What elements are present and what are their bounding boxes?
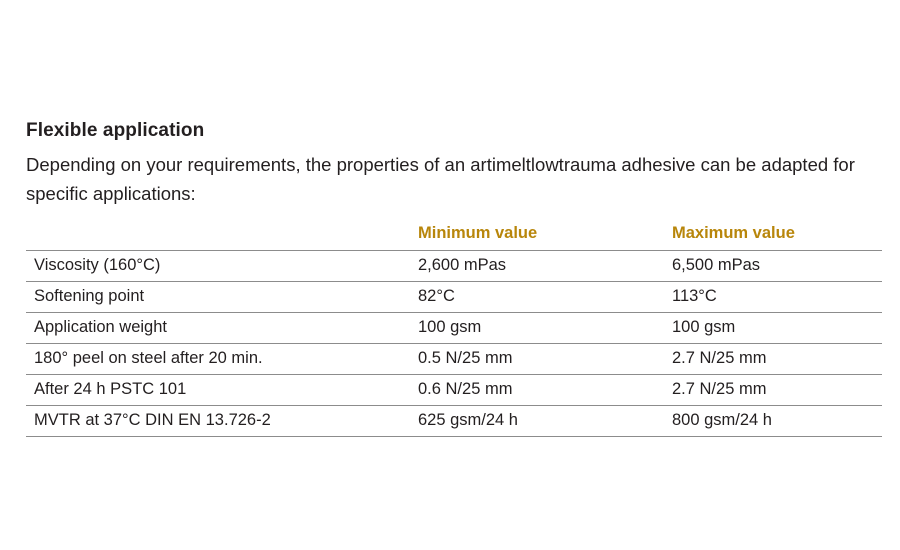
- table-row: [26, 375, 882, 406]
- cell-maximum: 100 gsm: [672, 313, 882, 344]
- table-body: [26, 251, 882, 437]
- column-header-maximum-value: Maximum value: [672, 224, 795, 243]
- cell-minimum: 0.5 N/25 mm: [418, 344, 672, 375]
- table-row: [26, 282, 882, 313]
- cell-property: Viscosity (160°C): [26, 251, 418, 282]
- table-row: [26, 406, 882, 437]
- cell-maximum: 2.7 N/25 mm: [672, 344, 882, 375]
- specification-table: [26, 220, 882, 437]
- table-row: [26, 344, 882, 375]
- table-row: [26, 251, 882, 282]
- cell-minimum: 625 gsm/24 h: [418, 406, 672, 437]
- cell-maximum: 800 gsm/24 h: [672, 406, 882, 437]
- section-heading: Flexible application: [26, 120, 205, 141]
- cell-maximum: 113°C: [672, 282, 882, 313]
- cell-property: 180° peel on steel after 20 min.: [26, 344, 418, 375]
- cell-minimum: 82°C: [418, 282, 672, 313]
- cell-property: MVTR at 37°C DIN EN 13.726-2: [26, 406, 418, 437]
- cell-maximum: 2.7 N/25 mm: [672, 375, 882, 406]
- column-header-minimum-value: Minimum value: [418, 224, 538, 243]
- cell-minimum: 100 gsm: [418, 313, 672, 344]
- table-row: [26, 313, 882, 344]
- cell-minimum: 2,600 mPas: [418, 251, 672, 282]
- cell-maximum: 6,500 mPas: [672, 251, 882, 282]
- cell-property: Softening point: [26, 282, 418, 313]
- section-intro-text: Depending on your requirements, the properties of an artimeltlowtrauma adhesive can be adapted for specific applications:: [26, 154, 855, 204]
- cell-property: Application weight: [26, 313, 418, 344]
- cell-property: After 24 h PSTC 101: [26, 375, 418, 406]
- table-header: [26, 220, 882, 251]
- table-header-row: [26, 220, 882, 251]
- cell-minimum: 0.6 N/25 mm: [418, 375, 672, 406]
- column-header-property: [26, 220, 418, 251]
